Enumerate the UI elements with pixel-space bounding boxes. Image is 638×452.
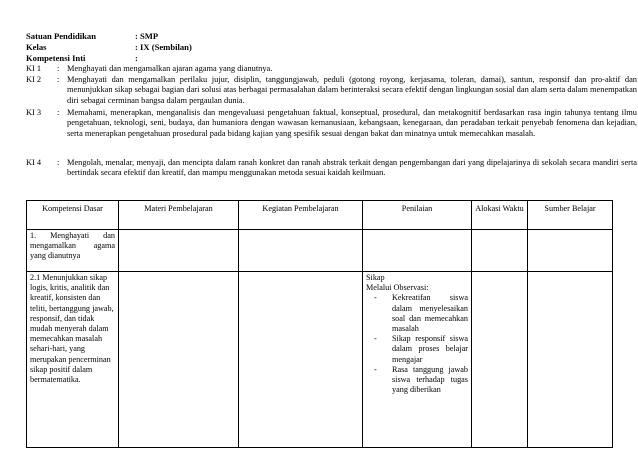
ki-code: KI 1 bbox=[26, 64, 42, 73]
materi-cell bbox=[119, 272, 239, 448]
penilaian-cell bbox=[363, 230, 472, 272]
header-kegiatan: Kegiatan Pembelajaran bbox=[239, 201, 363, 230]
silabus-table bbox=[26, 200, 613, 448]
ki-colon: : bbox=[57, 108, 60, 117]
ki-value: : bbox=[135, 53, 138, 63]
penilaian-cell bbox=[363, 272, 472, 448]
satuan-pendidikan-line bbox=[26, 31, 158, 41]
materi-cell bbox=[119, 230, 239, 272]
list-item: - Kekreatifan siswa dalam menyelesaikan soal dan memecahkan masalah bbox=[374, 293, 468, 334]
ki-code: KI 2 bbox=[26, 75, 42, 84]
table-row bbox=[27, 230, 613, 272]
header-sumber: Sumber Belajar bbox=[528, 201, 613, 230]
alokasi-cell bbox=[472, 230, 528, 272]
table-header-row bbox=[27, 201, 613, 230]
ki-colon: : bbox=[57, 75, 60, 84]
sumber-cell bbox=[528, 272, 613, 448]
penilaian-subtitle: Melalui Observasi: bbox=[366, 283, 429, 293]
sumber-cell bbox=[528, 230, 613, 272]
ki-colon: : bbox=[57, 64, 60, 73]
ki-label: Kompetensi Inti bbox=[26, 53, 86, 63]
kd-cell: 1. Menghayati dan mengamalkan agama yang dianutnya bbox=[27, 230, 119, 272]
satuan-label: Satuan Pendidikan bbox=[26, 31, 96, 41]
table-row bbox=[27, 272, 613, 448]
ki-text: Memahami, menerapkan, menganalisis dan mengevaluasi pengetahuan faktual, konseptual, prosedural, dan metakognitif berdasarkan rasa ingin tahunya tentang ilmu pengetahuan, teknologi, seni, budaya, dan humaniora dengan wawasan kemanusiaan, kebangsaan, kenegaraan, dan peradaban terkait penyebab fenomena dan kejadian, serta menerapkan pengetahuan prosedural pada bidang kajian yang spesifik sesuai dengan bakat dan minatnya untuk memecahkan masalah. bbox=[67, 108, 637, 138]
ki-code: KI 4 bbox=[26, 158, 42, 167]
ki-text: Menghayati dan mengamalkan ajaran agama yang dianutnya. bbox=[67, 64, 273, 73]
header-kompetensi-dasar: Kompetensi Dasar bbox=[27, 201, 119, 230]
ki-code: KI 3 bbox=[26, 108, 42, 117]
header-materi: Materi Pembelajaran bbox=[119, 201, 239, 230]
kd-cell: 2.1 Menunjukkan sikap logis, kritis, analitik dan kreatif, konsisten dan teliti, bertanggung jawab, responsif, dan tidak mudah menyerah dalam memecahkan masalah sehari-hari, yang merupakan pencerminan sikap positif dalam bermatematika. bbox=[27, 272, 119, 448]
penilaian-title: Sikap bbox=[366, 273, 385, 282]
kegiatan-cell bbox=[239, 272, 363, 448]
satuan-value: : SMP bbox=[135, 31, 159, 41]
header-penilaian: Penilaian bbox=[363, 201, 472, 230]
ki-colon: : bbox=[57, 158, 60, 167]
kelas-line bbox=[26, 42, 192, 52]
ki-text: Mengolah, menalar, menyaji, dan mencipta dalam ranah konkret dan ranah abstrak terkait dengan pengembangan dari yang dipelajarinya di sekolah secara mandiri serta bertindak secara efektif dan kreatif, dan mampu menggunakan metoda sesuai kaidah keilmuan. bbox=[67, 158, 637, 178]
list-item: - Sikap responsif siswa dalam proses belajar mengajar bbox=[374, 334, 468, 365]
ki-text: Menghayati dan mengamalkan perilaku jujur, disiplin, tanggungjawab, peduli (gotong royong, kerjasama, toleran, damai), santun, responsif dan pro-aktif dan menunjukkan sikap sebagai bagian dari solusi atas berbagai permasalahan dalam berinteraksi secara efektif dengan lingkungan sosial dan alam serta dalam menempatkan diri sebagai cerminan bangsa dalam pergaulan dunia. bbox=[67, 75, 637, 105]
kompetensi-inti-line bbox=[26, 53, 138, 63]
kegiatan-cell bbox=[239, 230, 363, 272]
penilaian-list bbox=[366, 293, 468, 395]
header-alokasi: Alokasi Waktu bbox=[472, 201, 528, 230]
kelas-value: : IX (Sembilan) bbox=[135, 42, 192, 52]
kelas-label: Kelas bbox=[26, 42, 47, 52]
alokasi-cell bbox=[472, 272, 528, 448]
list-item: - Rasa tanggung jawab siswa terhadap tugas yang diberikan bbox=[374, 365, 468, 396]
